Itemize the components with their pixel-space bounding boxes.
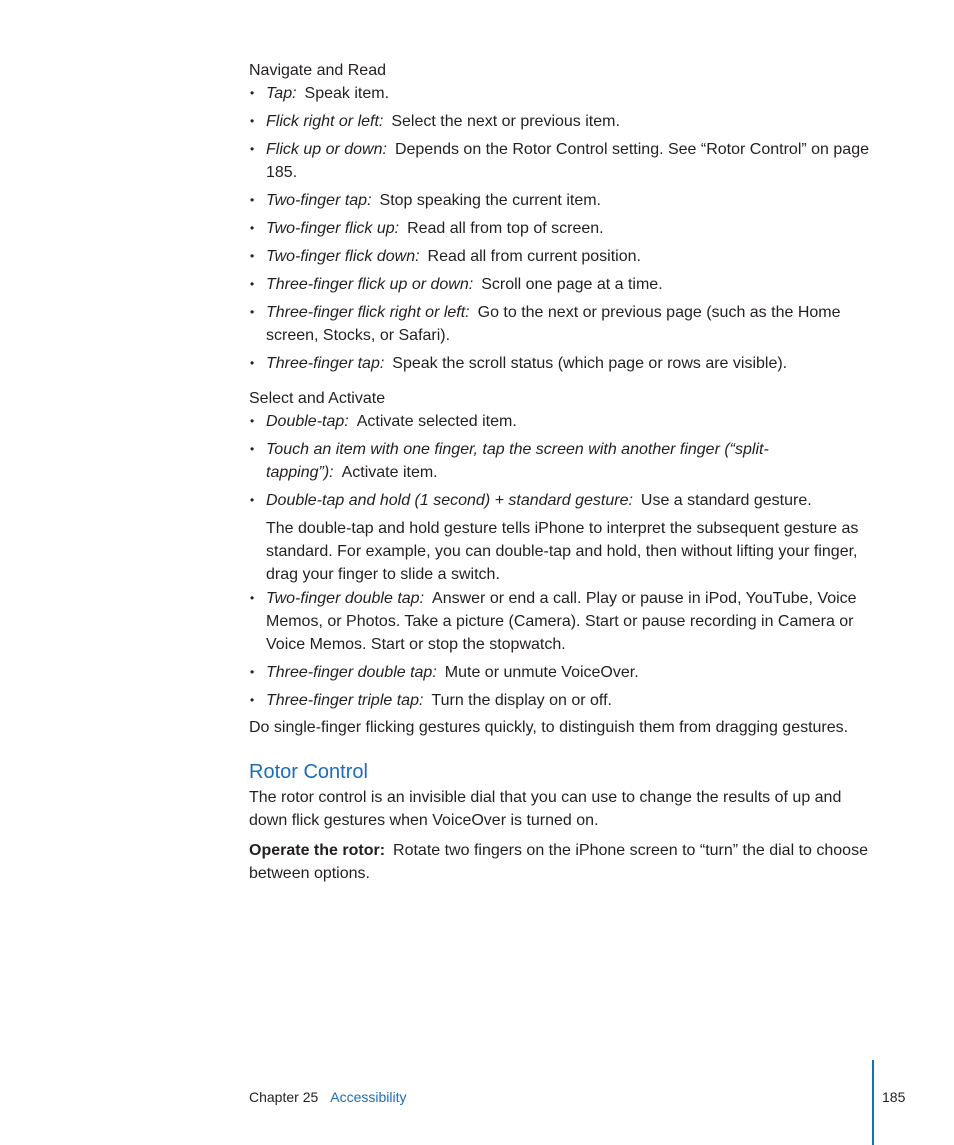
gesture-term: Three-finger flick right or left: xyxy=(266,304,470,321)
section-heading-navigate: Navigate and Read xyxy=(249,62,386,79)
navigate-list xyxy=(249,82,877,375)
chapter-label: Chapter 25 xyxy=(249,1089,319,1105)
gesture-description: Go to the next or previous page (such as the Home screen, Stocks, or Safari). xyxy=(266,304,841,344)
list-item xyxy=(249,245,877,268)
page-footer xyxy=(249,1088,407,1106)
gesture-description: Scroll one page at a time. xyxy=(481,276,663,293)
gesture-description: Turn the display on or off. xyxy=(431,692,612,709)
gesture-term: Tap: xyxy=(266,85,297,102)
bullet-icon: • xyxy=(250,305,255,319)
gesture-description: Activate selected item. xyxy=(356,413,517,430)
gesture-description: Activate item. xyxy=(341,464,438,481)
gesture-term: Two-finger tap: xyxy=(266,192,372,209)
bullet-icon: • xyxy=(250,414,255,428)
page-content xyxy=(249,60,877,885)
gesture-description: Select the next or previous item. xyxy=(391,113,620,130)
gesture-term: Double-tap: xyxy=(266,413,349,430)
gesture-description: Use a standard gesture. xyxy=(640,492,812,509)
bullet-icon: • xyxy=(250,693,255,707)
bullet-icon: • xyxy=(250,193,255,207)
bullet-icon: • xyxy=(250,86,255,100)
gesture-term: Two-finger flick down: xyxy=(266,248,420,265)
list-item xyxy=(249,189,877,212)
select-list-continued xyxy=(249,587,877,712)
gesture-term: Three-finger double tap: xyxy=(266,664,437,681)
section-heading-select: Select and Activate xyxy=(249,390,386,407)
page-number: 185 xyxy=(882,1089,906,1105)
list-item xyxy=(249,661,877,684)
gesture-note: The double-tap and hold gesture tells iPhone to interpret the subsequent gesture as standard. For example, you can double-tap and hold, then without lifting your finger, drag your finger to slide a switch. xyxy=(266,520,859,583)
bullet-icon: • xyxy=(250,114,255,128)
gesture-description: Stop speaking the current item. xyxy=(379,192,601,209)
list-item xyxy=(249,138,877,184)
closing-paragraph: Do single-finger flicking gestures quickly, to distinguish them from dragging gestures. xyxy=(249,719,849,736)
bullet-icon: • xyxy=(250,221,255,235)
gesture-term: Three-finger triple tap: xyxy=(266,692,424,709)
bullet-icon: • xyxy=(250,442,255,456)
list-item xyxy=(249,352,877,375)
list-item xyxy=(249,410,877,433)
gesture-term: Two-finger double tap: xyxy=(266,590,425,607)
bullet-icon: • xyxy=(250,591,255,605)
list-item xyxy=(249,82,877,105)
bullet-icon: • xyxy=(250,493,255,507)
rotor-paragraph: The rotor control is an invisible dial that you can use to change the results of up and down flick gestures when VoiceOver is turned on. xyxy=(249,789,842,829)
operate-rotor-paragraph xyxy=(249,839,877,885)
gesture-term: Touch an item with one finger, tap the screen with another finger (“split-tapping”): xyxy=(266,441,769,481)
gesture-description: Depends on the Rotor Control setting. See “Rotor Control” on page 185. xyxy=(266,141,869,181)
list-item xyxy=(249,301,877,347)
list-item xyxy=(249,438,877,484)
gesture-description: Speak item. xyxy=(304,85,390,102)
gesture-term: Two-finger flick up: xyxy=(266,220,400,237)
gesture-description: Answer or end a call. Play or pause in iPod, YouTube, Voice Memos, or Photos. Take a picture (Camera). Start or pause recording in Camera or Voice Memos. Start or stop the stopwatch. xyxy=(266,590,857,653)
list-item xyxy=(249,110,877,133)
bullet-icon: • xyxy=(250,142,255,156)
gesture-term: Three-finger flick up or down: xyxy=(266,276,474,293)
gesture-term: Double-tap and hold (1 second) + standard gesture: xyxy=(266,492,633,509)
footer-divider xyxy=(872,1060,874,1145)
list-item xyxy=(249,489,877,512)
gesture-term: Three-finger tap: xyxy=(266,355,385,372)
gesture-term: Flick right or left: xyxy=(266,113,384,130)
gesture-description: Speak the scroll status (which page or rows are visible). xyxy=(392,355,788,372)
gesture-description: Read all from current position. xyxy=(427,248,641,265)
bullet-icon: • xyxy=(250,356,255,370)
gesture-description: Mute or unmute VoiceOver. xyxy=(444,664,639,681)
list-item xyxy=(249,689,877,712)
gesture-term: Flick up or down: xyxy=(266,141,387,158)
select-list xyxy=(249,410,877,512)
list-item xyxy=(249,273,877,296)
chapter-name-link[interactable]: Accessibility xyxy=(330,1089,407,1105)
bullet-icon: • xyxy=(250,665,255,679)
list-item xyxy=(249,217,877,240)
bullet-icon: • xyxy=(250,277,255,291)
operate-rotor-text: Rotate two fingers on the iPhone screen to “turn” the dial to choose between options. xyxy=(249,842,868,882)
bullet-icon: • xyxy=(250,249,255,263)
list-item xyxy=(249,587,877,656)
section-heading-rotor: Rotor Control xyxy=(249,761,368,783)
gesture-description: Read all from top of screen. xyxy=(407,220,604,237)
operate-rotor-term: Operate the rotor: xyxy=(249,842,386,859)
